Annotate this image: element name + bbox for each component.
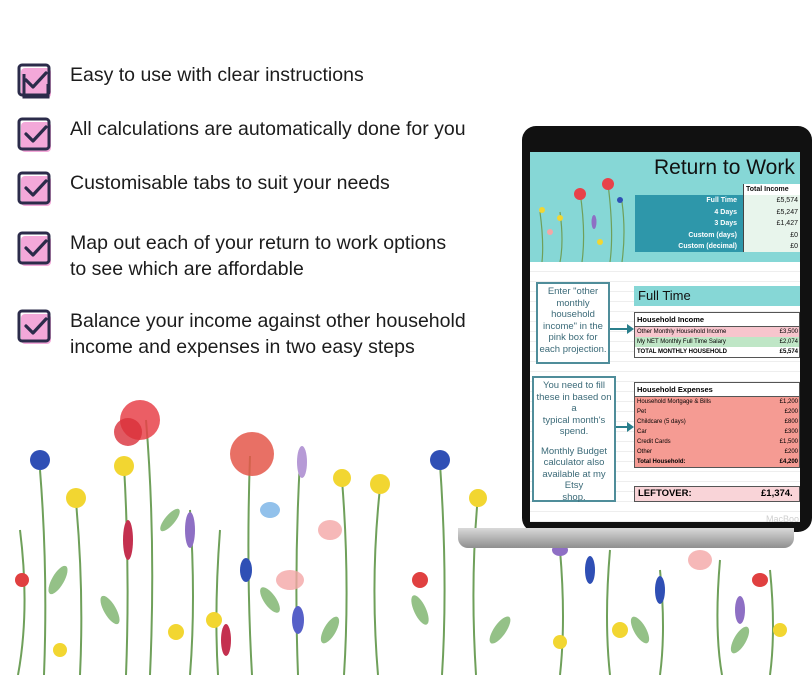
arrow-right-icon (616, 426, 628, 428)
laptop-base (458, 528, 794, 548)
laptop-brand-label: MacBoo (766, 514, 800, 524)
feature-item-4 (16, 230, 446, 282)
instruction-note-expenses: You need to fill these in based on a typical month's spend. Monthly Budget calculator also available at my Etsy shop. (532, 376, 616, 502)
checkbox-check-icon (16, 308, 56, 348)
checkbox-check-icon (16, 230, 56, 270)
row-label: Full Time (635, 195, 743, 206)
table-row (635, 195, 800, 206)
row-value: £1,427 (743, 218, 800, 229)
row-value: £5,247 (743, 207, 800, 218)
instruction-note-income: Enter "other monthly household income" in the pink box for each projection. (536, 282, 610, 364)
household-expenses-table (634, 382, 800, 468)
table-row: TOTAL MONTHLY HOUSEHOLD £5,574 (637, 349, 798, 355)
table-title: Household Income (635, 313, 799, 327)
table-row (635, 241, 800, 252)
feature-item-3 (16, 170, 390, 210)
table-row (635, 230, 800, 241)
feature-item-2 (16, 116, 466, 156)
row-value: £0 (743, 230, 800, 241)
checkbox-check-icon (16, 62, 56, 102)
feature-item-1 (16, 62, 364, 102)
row-label: Custom (decimal) (635, 241, 743, 252)
household-income-table (634, 312, 800, 358)
flower-decoration-icon (530, 152, 634, 262)
feature-item-5 (16, 308, 466, 360)
feature-text: All calculations are automatically done for you (70, 118, 466, 140)
table-row: Pet £200 (637, 409, 798, 415)
feature-text: Balance your income against other household (70, 310, 466, 332)
income-summary-table (635, 184, 800, 252)
column-header: Total Income (743, 184, 800, 195)
table-title: Household Expenses (635, 383, 799, 397)
checkbox-check-icon (16, 170, 56, 210)
table-row: Household Mortgage & Bills £1,200 (637, 399, 798, 405)
laptop-mockup (458, 124, 800, 554)
leftover-row (634, 486, 800, 502)
table-row: Credit Cards £1,500 (637, 439, 798, 445)
table-row: Car £300 (637, 429, 798, 435)
table-row (635, 218, 800, 229)
spreadsheet-header (530, 152, 800, 262)
spreadsheet-title: Return to Work (654, 156, 795, 179)
row-label: 3 Days (635, 218, 743, 229)
row-label: Custom (days) (635, 230, 743, 241)
section-title-bar: Full Time (634, 286, 800, 306)
table-row: Childcare (5 days) £800 (637, 419, 798, 425)
table-row: Other £200 (637, 449, 798, 455)
feature-text: Map out each of your return to work options (70, 232, 447, 254)
arrow-right-icon (610, 328, 628, 330)
table-header-row (635, 184, 800, 195)
table-row (635, 207, 800, 218)
table-row: Other Monthly Household Income £3,500 (637, 329, 798, 335)
row-label: 4 Days (635, 207, 743, 218)
feature-text: to see which are affordable (70, 258, 304, 280)
table-row: Total Household: £4,200 (637, 459, 798, 465)
row-value: £5,574 (743, 195, 800, 206)
leftover-label: LEFTOVER: (638, 488, 692, 499)
checkbox-check-icon (16, 116, 56, 156)
spreadsheet-screen (530, 152, 800, 522)
table-row: My NET Monthly Full Time Salary £2,074 (637, 339, 798, 345)
feature-text: Customisable tabs to suit your needs (70, 172, 390, 194)
row-value: £0 (743, 241, 800, 252)
feature-text: Easy to use with clear instructions (70, 64, 364, 86)
feature-text: income and expenses in two easy steps (70, 336, 415, 358)
leftover-value: £1,374. (761, 488, 793, 499)
